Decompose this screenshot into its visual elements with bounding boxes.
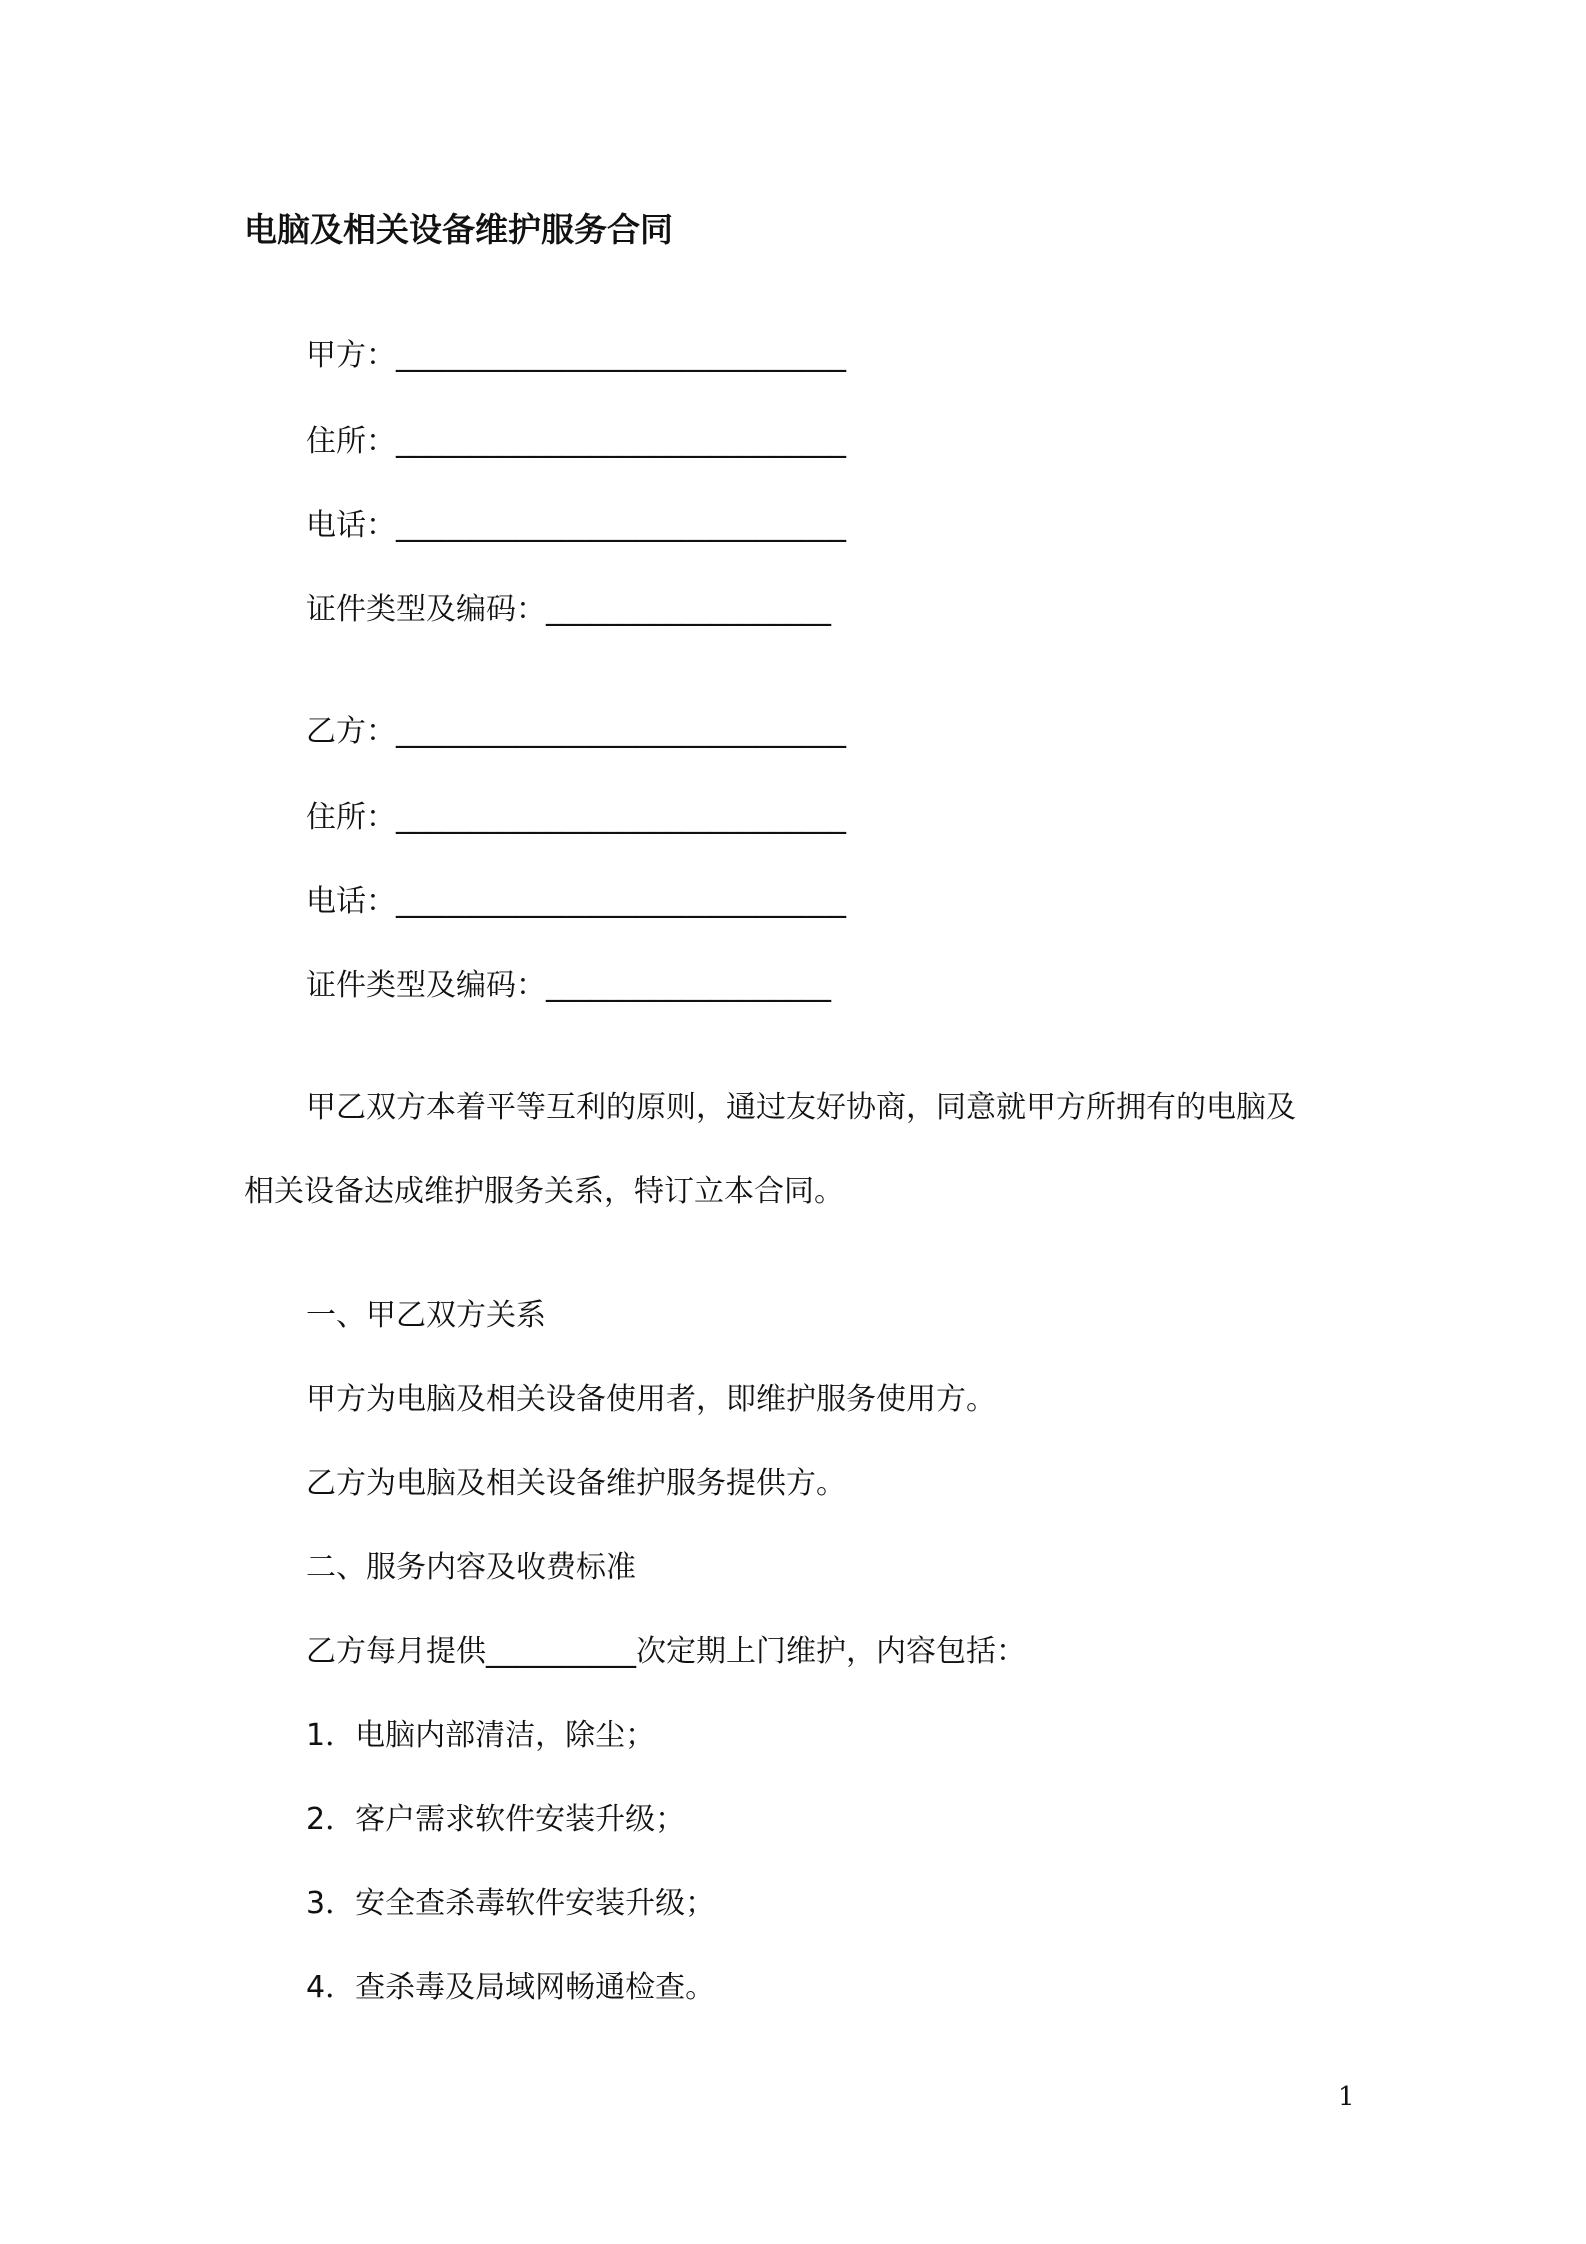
party-a-address-label: 住所： (306, 424, 396, 459)
party-a-address-row (306, 422, 846, 462)
party-b-id-label: 证件类型及编码： (306, 968, 546, 1003)
party-b-address-blank: ______________________________ (396, 800, 846, 835)
party-a-address-blank: ______________________________ (396, 424, 846, 459)
list-item: 1．电脑内部清洁，除尘； (306, 1718, 656, 1753)
party-b-phone-label: 电话： (306, 884, 396, 919)
party-a-row (306, 336, 846, 376)
section-1-paragraph-1: 甲方为电脑及相关设备使用者，即维护服务使用方。 (306, 1382, 996, 1417)
party-b-id-blank: ___________________ (546, 968, 831, 1003)
party-a-phone-row (306, 506, 846, 546)
section-2-intro-blank: __________ (486, 1634, 636, 1669)
section-1-paragraph-2: 乙方为电脑及相关设备维护服务提供方。 (306, 1466, 846, 1501)
preamble-line-2: 相关设备达成维护服务关系，特订立本合同。 (244, 1174, 844, 1209)
page-number: 1 (1338, 2082, 1355, 2112)
party-a-id-row (306, 590, 831, 630)
party-b-label: 乙方： (306, 714, 396, 749)
contract-title: 电脑及相关设备维护服务合同 (244, 210, 673, 249)
section-1-heading: 一、甲乙双方关系 (306, 1298, 546, 1333)
party-b-blank: ______________________________ (396, 714, 846, 749)
party-a-id-blank: ___________________ (546, 592, 831, 627)
party-b-phone-row (306, 882, 846, 922)
party-b-address-row (306, 798, 846, 838)
party-b-id-row (306, 966, 831, 1006)
section-2-intro-after: 次定期上门维护，内容包括： (636, 1634, 1026, 1669)
party-b-row (306, 712, 846, 752)
section-2-intro (306, 1632, 1026, 1672)
party-b-address-label: 住所： (306, 800, 396, 835)
party-a-blank: ______________________________ (396, 338, 846, 373)
party-a-phone-label: 电话： (306, 508, 396, 543)
list-item: 4．查杀毒及局域网畅通检查。 (306, 1970, 716, 2005)
party-a-label: 甲方： (306, 338, 396, 373)
section-2-heading: 二、服务内容及收费标准 (306, 1550, 636, 1585)
list-item: 2．客户需求软件安装升级； (306, 1802, 686, 1837)
party-a-phone-blank: ______________________________ (396, 508, 846, 543)
section-2-intro-before: 乙方每月提供 (306, 1634, 486, 1669)
list-item: 3．安全查杀毒软件安装升级； (306, 1886, 716, 1921)
party-b-phone-blank: ______________________________ (396, 884, 846, 919)
preamble-line-1: 甲乙双方本着平等互利的原则，通过友好协商，同意就甲方所拥有的电脑及 (306, 1090, 1296, 1125)
party-a-id-label: 证件类型及编码： (306, 592, 546, 627)
